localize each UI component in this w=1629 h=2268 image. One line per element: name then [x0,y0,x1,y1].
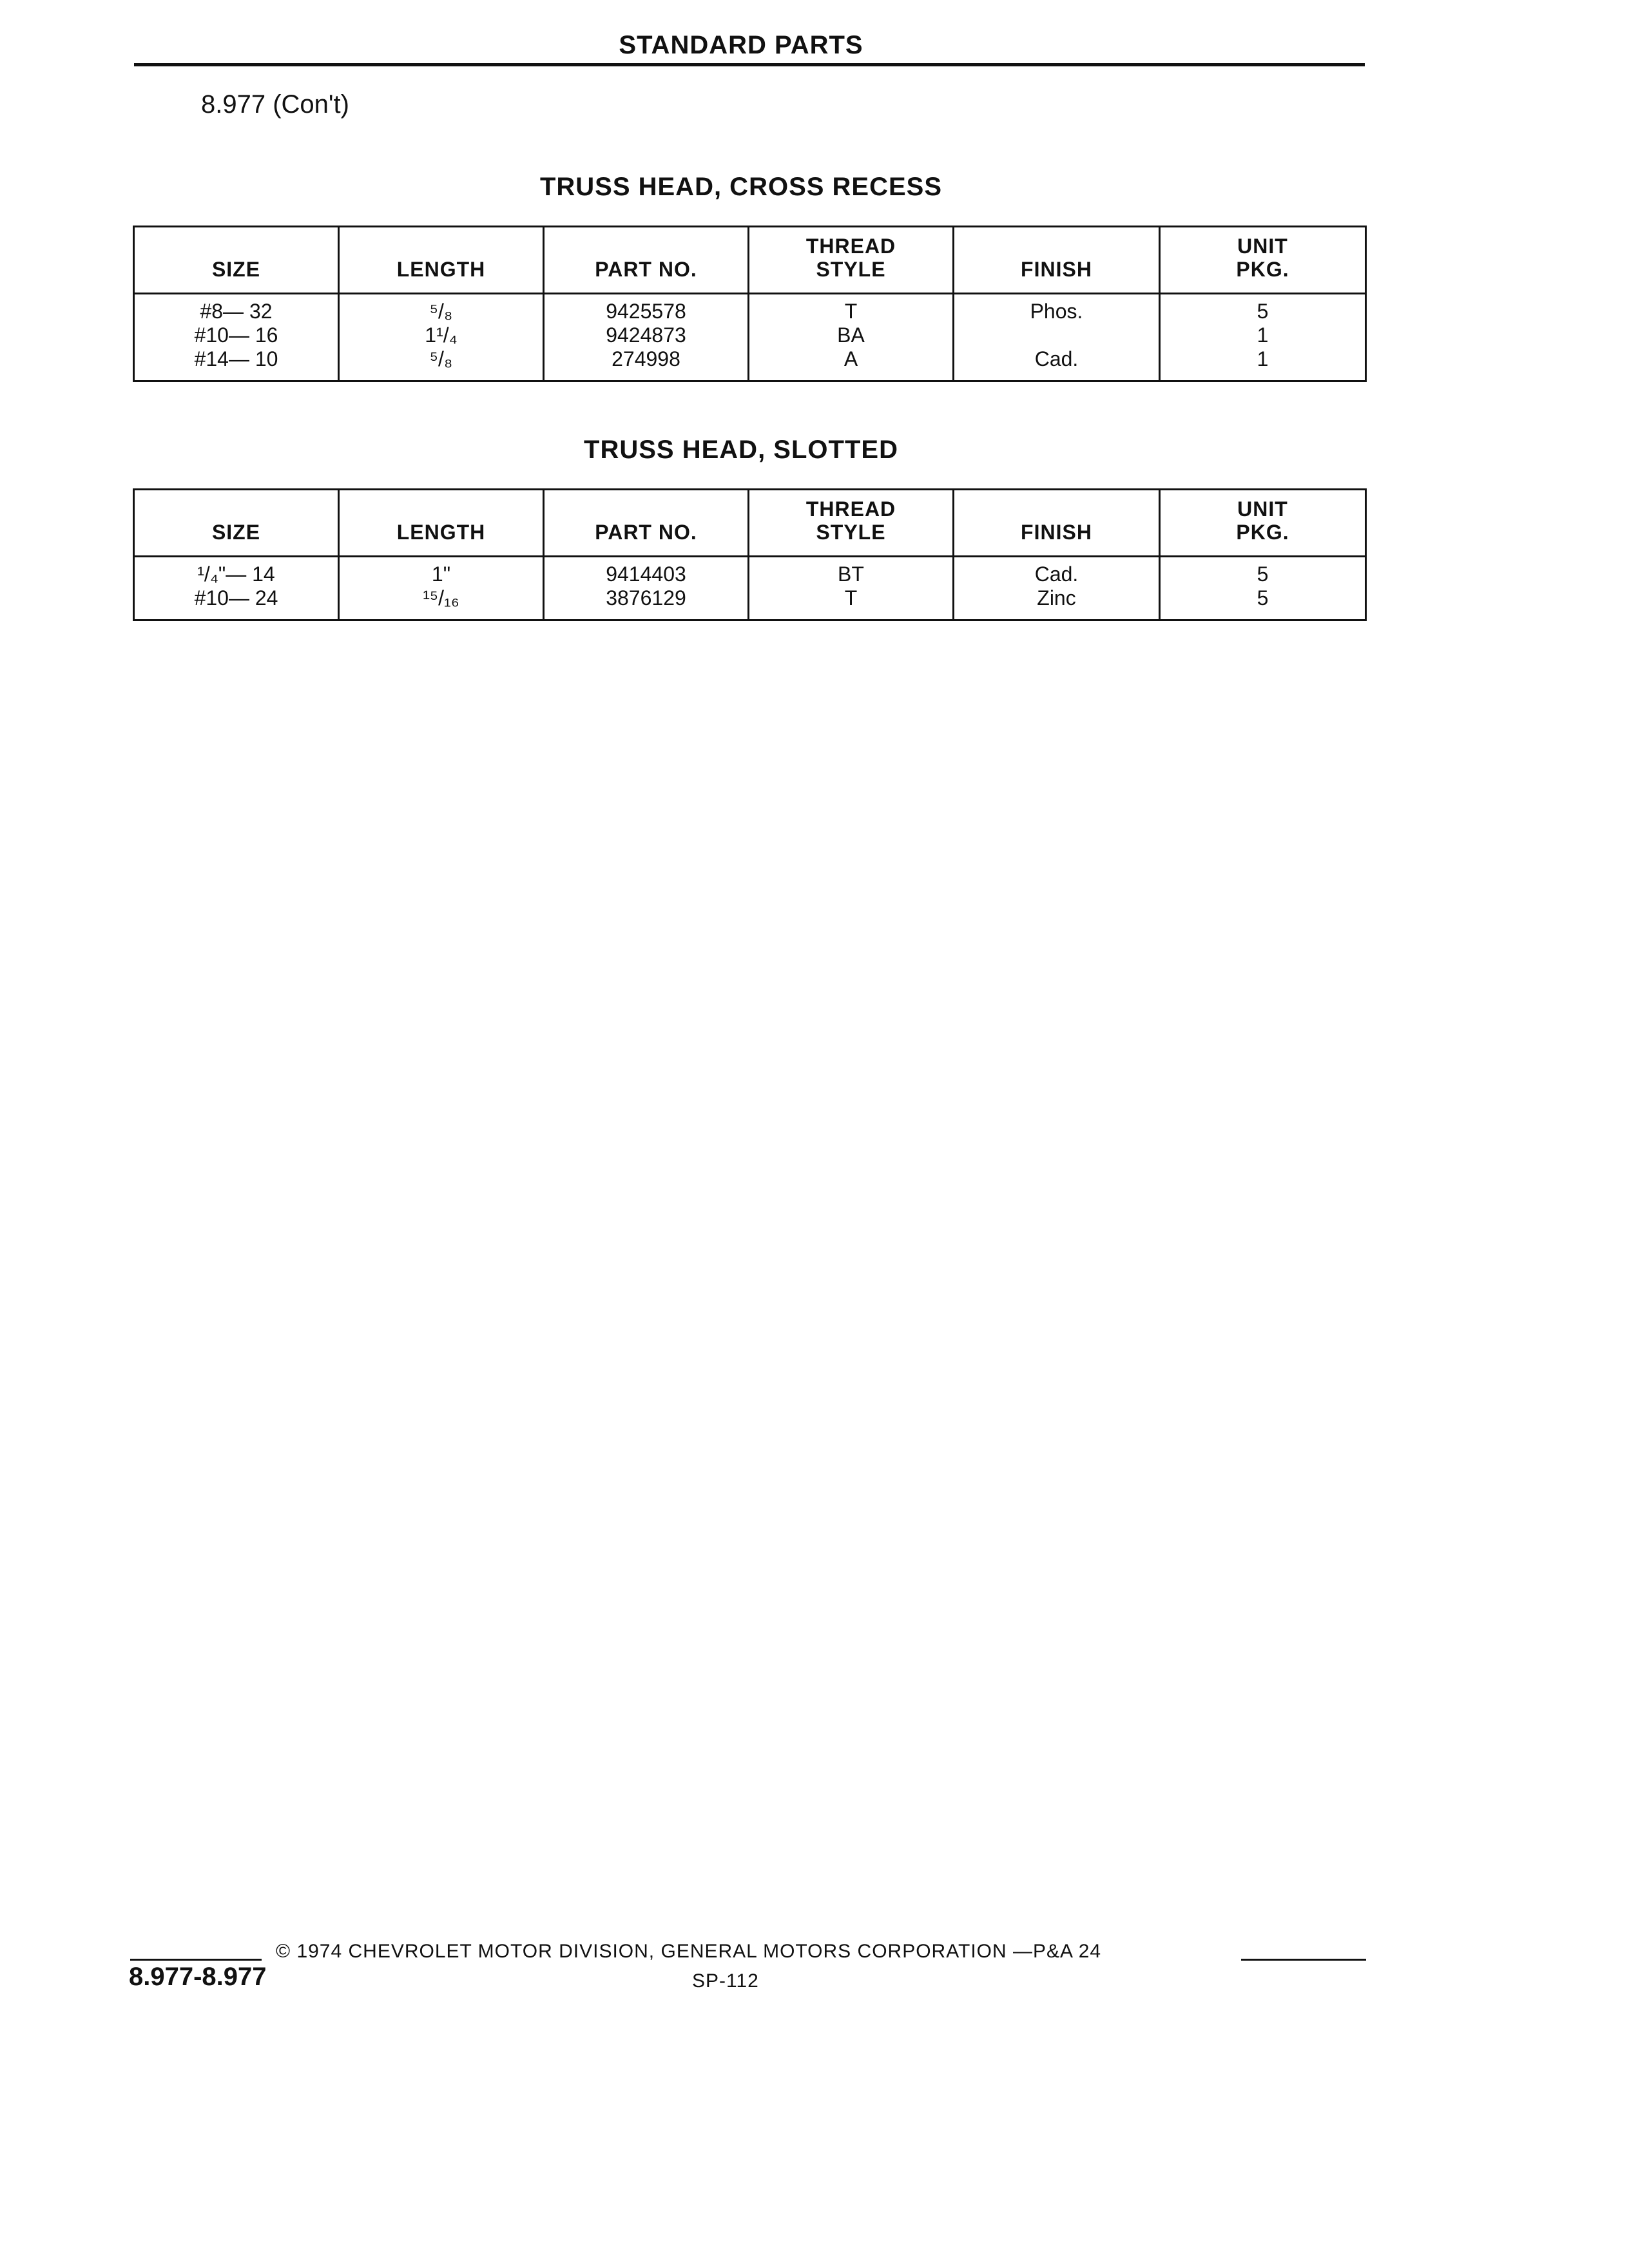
cell-part-no: 3876129 [544,586,749,610]
footer-section-range: 8.977-8.977 [129,1963,267,1991]
cell-finish: Zinc [954,586,1160,610]
table-row-spacer [134,371,1366,380]
column-header: FINISH [954,490,1160,557]
column-header: UNIT PKG. [1160,490,1366,557]
cell-thread-style: BT [749,557,954,587]
footer-rule-right [1241,1959,1366,1961]
page-header-title: STANDARD PARTS [619,31,863,59]
table-row [134,347,1366,371]
table-row [134,323,1366,347]
cell-part-no: 9425578 [544,294,749,324]
column-header: FINISH [954,227,1160,294]
column-header: LENGTH [339,490,544,557]
cell-length: 1" [339,557,544,587]
cell-size: #10— 24 [134,586,339,610]
column-header: THREAD STYLE [749,227,954,294]
table-bottom-rule [134,380,1366,381]
cell-unit-pkg: 5 [1160,294,1366,324]
table-title-cross-recess: TRUSS HEAD, CROSS RECESS [539,173,943,201]
table-title-slotted: TRUSS HEAD, SLOTTED [584,436,898,464]
parts-table-slotted [133,488,1367,621]
table-bottom-rule [134,619,1366,620]
cell-size: #14— 10 [134,347,339,371]
cell-part-no: 9424873 [544,323,749,347]
column-header: SIZE [134,227,339,294]
header-rule [134,63,1365,66]
cell-length: ⁵/₈ [339,294,544,324]
cell-unit-pkg: 1 [1160,347,1366,371]
table-row [134,294,1366,324]
column-header: SIZE [134,490,339,557]
column-header: LENGTH [339,227,544,294]
footer-copyright: © 1974 CHEVROLET MOTOR DIVISION, GENERAL MOTORS CORPORATION —P&A 24 [276,1941,1102,1962]
cell-part-no: 274998 [544,347,749,371]
table-header-row [134,227,1366,294]
cell-finish [954,323,1160,347]
cell-length: ¹⁵/₁₆ [339,586,544,610]
cell-unit-pkg: 1 [1160,323,1366,347]
footer-page-number: SP-112 [692,1970,759,1992]
column-header: PART NO. [544,490,749,557]
cell-finish: Phos. [954,294,1160,324]
column-header: PART NO. [544,227,749,294]
table-row-spacer [134,610,1366,619]
cell-thread-style: T [749,294,954,324]
cell-part-no: 9414403 [544,557,749,587]
section-reference: 8.977 (Con't) [201,90,349,119]
cell-unit-pkg: 5 [1160,557,1366,587]
column-header: UNIT PKG. [1160,227,1366,294]
cell-size: ¹/₄"— 14 [134,557,339,587]
cell-finish: Cad. [954,347,1160,371]
column-header: THREAD STYLE [749,490,954,557]
cell-thread-style: BA [749,323,954,347]
cell-thread-style: A [749,347,954,371]
cell-length: ⁵/₈ [339,347,544,371]
table-header-row [134,490,1366,557]
cell-length: 1¹/₄ [339,323,544,347]
parts-table-cross-recess [133,226,1367,382]
cell-thread-style: T [749,586,954,610]
footer-rule-left [130,1959,262,1961]
cell-unit-pkg: 5 [1160,586,1366,610]
table-row [134,586,1366,610]
table-row [134,557,1366,587]
cell-size: #8— 32 [134,294,339,324]
cell-size: #10— 16 [134,323,339,347]
cell-finish: Cad. [954,557,1160,587]
